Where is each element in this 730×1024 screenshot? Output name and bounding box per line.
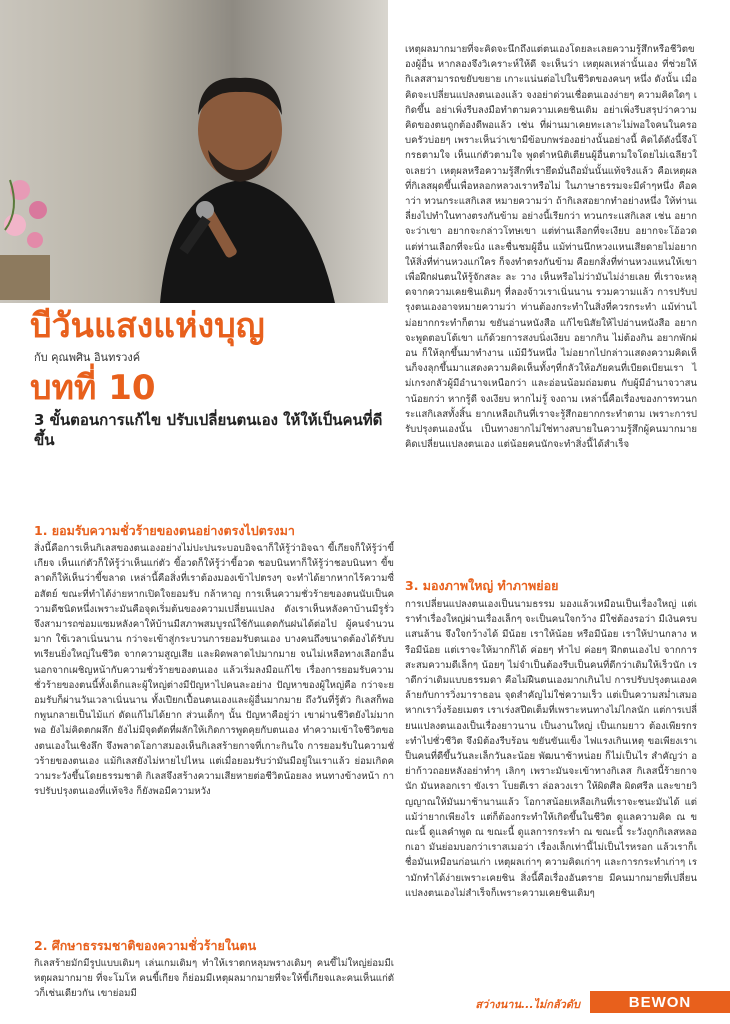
flower-decoration xyxy=(0,170,60,300)
section-1-text: สิ่งนี้คือการเห็นกิเลสของตนเองอย่างไม่ปะปนระบอบอิจฉาก็ให้รู้ว่าอิจฉา ขี้เกียจก็ให้รู้ว่าขี้เกียจ เห็นแก่ตัวก็ให้รู้ว่าเห็นแก่ตัว ขี้อวดก็ให้รู้ว่าขี้อวด ชอบนินทาก็ให้รู้ว่าชอบนินทา ขี้ขลาดก็ให้เห็นว่าขี้ขลาด เหล่านี้คือสิ่งที่เราต้องมองเข้าไปตรงๆ จะทำได้ยากหากไร้ความซื่อสัตย์ ขณะที่ทำได้ง่ายหากเปิดใจยอมรับ กล้าหาญ การเห็นความชั่วร้ายของตนนับเป็นความดีชนิดหนึ่งเพราะมันคือจุดเริ่มต้นของความเปลี่ยนแปลง ดังเราเห็นหลังคาบ้านมีรูรั่ว จึงสามารถซ่อมแซมหลังคาให้บ้านมีสภาพสมบูรณ์ใช้กันแดดกันฝนได้ต่อไป ผู้คนจำนวนมาก ใช้เวลาเนิ่นนาน กว่าจะเข้าสู่กระบวนการยอมรับตนเอง บางคนถึงขนาดต้องได้รับบทเรียนยิ่งใหญ่ในชีวิต จากความสูญเสีย และผิดพลาดไปมากมาย จนไม่เหลือทางเลือกอื่น นอกจากเผชิญหน้ากับความชั่วร้ายของตนเอง แล้วเริ่มลงมือแก้ไข เรื่องการยอมรับความชั่วร้ายของตนนี้ทั้งเด็กและผู้ใหญ่ต่างมีปัญหาไปคนละอย่าง ปัญหาของผู้ใหญ่คือ กว่าจะยอมรับก็ผ่านวันเวลาเนิ่นนาน ทั้งเปียกเปื้อนตนเองและผู้อื่นมากมาย ถึงวันที่รู้ตัว กิเลสก็พอกพูนกลายเป็นไม้แก่ ดัดแก้ไม่ได้ยาก ส่วนเด็กๆ นั้น ปัญหาคือยู่ว่า เขาผ่านชีวิตยังไม่มากพอ ยังไม่คิดตกผลึก ยังไม่มีจุดตัดที่ผลักให้เกิดการพูดคุยกับตนเอง ทำความเข้าใจชีวิตของตนเองในเชิงลึก จึงพลาดโอกาสมองเห็นกิเลสร้ายกาจที่เกาะกินใจ การยอมรับในความชั่วร้ายของตนเอง แม้กิเลสยังไม่หายไปไหน แต่เมื่อยอมรับว่ามันมีอยู่ในเราแล้ว ย่อมเกิดความระวังขึ้นโดยธรรมชาติ กิเลสจึงสร้างความเสียหายต่อชีวิตน้อยลง หนทางข้างหน้า การปรับปรุงตนเองที่แท้จริง ก็ยังพอมีความหวัง xyxy=(34,543,394,798)
brand-logo-text: BEWON xyxy=(628,993,692,1011)
brand-logo xyxy=(590,991,730,1013)
section-3-text: การเปลี่ยนแปลงตนเองเป็นนามธรรม มองแล้วเหมือนเป็นเรื่องใหญ่ แต่เราทำเรื่องใหญ่ผ่านเรื่องเล็กๆ จะเป็นคนใจกว้าง มีใช่ต้องรอว่า มีเงินครบแสนล้าน จึงใจกว้างได้ มีน้อย เราให้น้อย หรือมีน้อย เราให้ปานกลาง หรือมีน้อย แต่เราจะให้มากก็ได้ ค่อยๆ ทำไป ค่อยๆ ฝึกตนเองไป จากการสะสมความดีเล็กๆ น้อยๆ ไม่จำเป็นต้องรีบเป็นคนที่ดีกว่าเดิมให้เร็วนัก เราดีกว่าเดิมแบบธรรมดา คือไม่ฝืนตนเองมากเกินไป การปรับปรุงตนเองคล้ายกับการวิ่งมาราธอน จุดสำคัญไม่ใช่ความเร็ว แต่เป็นความสม่ำเสมอ หากเราวิ่งร้อยเมตร เราเร่งสปีดเต็มที่เพราะหนทางไม่ไกลนัก แต่การเปลี่ยนแปลงตนเองเป็นเรื่องยาวนาน เป็นงานใหญ่ เป็นเกมยาว ต้องเพียรกระทำไปชั่วชีวิต จึงมิต้องรีบร้อน ขยันขันแข็ง ไฟแรงเกินเหตุ ขอเพียงเราเป็นคนที่ดีขึ้นวันละเล็กวันละน้อย พัฒนาช้าหน่อย ก็ไม่เป็นไร สำคัญว่า อย่าก้าวถอยหลังอย่าทำๆ เลิกๆ เพราะมันจะเข้าทางกิเลส กิเลสนี้ร้ายกาจนัก มันหลอกเรา ขังเรา โบยตีเรา ล่อลวงเรา ให้ผิดศีล ผิดศรีล และขายวิญญาณให้มันมาช้านานแล้ว โอกาสน้อยเหลือเกินที่เราจะชนะมันได้ แต่แม้ว่ายากเพียงไร แต่ก็ต้องกระทำให้เกิดขึ้นในชีวิต ดูแลความคิด ณ ขณะนี้ ดูแลคำพูด ณ ขณะนี้ ดูแลการกระทำ ณ ขณะนี้ ระวังถูกกิเลสหลอกเอา มันย่อมบอกว่าเราสเมอว่า เรื่องเล็กเท่านี้ไม่เป็นไรหรอก แล้วเราก็เชื่อมันเหมือนก่อนเก่า เหตุผลเก่าๆ ความคิดเก่าๆ และการกระทำเก่าๆ เรามักทำได้ง่ายเพราะเคยชิน สิ่งนี้คือเรื่องอันตราย มีคนมากมายที่เปลี่ยนแปลงตนเองไม่สำเร็จก็เพราะความเคยชินเดิมๆ xyxy=(405,599,697,899)
section-2-text-part-2: เหตุผลมากมายที่จะคิดจะนึกถึงแต่ตนเองโดยละเลยความรู้สึกหรือชีวิตของผู้อื่น หากลองจึงวิเคราะห์ให้ดี จะเห็นว่า เหตุผลเหล่านั้นเอง ที่ช่วยให้กิเลสสามารถขยับขยาย เกาะแน่นต่อไปในชีวิตของคนๆ หนึ่ง ดังนั้น เมื่อคิดจะเปลี่ยนแปลงตนเองแล้ว จงอย่าด่วนเชื่อตนเองง่ายๆ ความคิดใดๆ เกิดขึ้น อย่าเพิ่งรีบลงมือทำตามความเคยชินเดิม อย่าเพิ่งรีบสรุปว่าความคิดของตนถูกต้องดีพอแล้ว เช่น ที่ผ่านมาเคยทะเลาะไม่พอใจคนในครอบครัวบ่อยๆ เพราะเห็นว่าเขามีข้อบกพร่องอย่างนั้นอย่างนี้ คิดได้ดังนี้จึงโกรธตามใจ เห็นแก่ตัวตามใจ พูดตำหนิติเตียนผู้อื่นตามใจโดยไม่เฉลียวใจเลยว่า เหตุผลหรือความรู้สึกที่เรายึดมั่นถือมั่นนั้นแท้จริงแล้ว คือเหตุผลที่กิเลสผุดขึ้นเพื่อหลอกหลวงเราหรือไม่ ในภาษาธรรมจะมีคำๆหนึ่ง คือคำว่า ทวนกระแสกิเลส หมายความว่า ถ้ากิเลสอยากทำอย่างหนึ่ง ให้ท่านเลี่ยงไปทำในทางตรงกันข้าม อย่างนี้เรียกว่า ทวนกระแสกิเลส เช่น อยากจะว่าเขา อยากจะกล่าวโทษเขา แต่ท่านเลือกที่จะเงียบ อยากจะโอ้อวด แต่ท่านเลือกที่จะนิ่ง และชื่นชมผู้อื่น แม้ท่านนึกหวงแหนเสียดายไม่อยากให้สิ่งที่ท่านหวงแก่ใคร ก็จงทำตรงกันข้าม คือยกสิ่งที่ท่านหวงแหนให้เขา เพื่อฝึกฝนตนให้รู้จักสละ ละ วาง เห็นหรือไม่ว่ามันไม่ง่ายเลย ที่เราจะหลุดจากความเคยชินเดิมๆ ที่ลองจ้าวเราเนิ่นนาน รวมความแล้ว การปรับปรุงตนเองอาจหมายความว่า ท่านต้องกระทำในสิ่งที่ควรกระทำ แม้ท่านไม่อยากกระทำก็ตาม ขยันอ่านหนังสือ แก้ไขนิสัยให้ไปอ่านหนังสือ อยากจะพูดตอบโต้เขา แก้ด้วยการสงบนิ่งเงียบ อยากกิน ไม่ต้องกิน อยากพักผ่อน ก็ให้ลุกขึ้นมาทำงาน แม้มีวันหนึ่ง ไม่อยากไปกล่าวแสดงความคิดเห็นก็จงลุกขึ้นมาแสดงความคิดเห็นทั้งๆที่กลัวให้อภัยคนที่เบียดเบียนเรา ไม่เกรงกลัวผู้มีอำนาจเหนือกว่า และอ่อนน้อมถ่อมตน กับผู้มีอำนาจวาสนาน้อยกว่า หากรู้ดี จงเงียบ หากไม่รู้ จงถาม เหล่านี้คือเรื่องของการทวนกระแสกิเลสทั้งสิ้น ยากเหลือเกินที่เราจะรู้สึกอยากกระทำตาม เพราะการปรับปรุงตนเองนั้น เป็นทางยากไม่ใช่ทางสบายในความรู้สึกผู้คนมากมายคิดเปลี่ยนแปลงตนเอง แต่น้อยคนนักจะทำสิ่งนี้ได้สำเร็จ xyxy=(405,44,697,451)
speaker-figure xyxy=(120,60,380,303)
author-photo xyxy=(0,0,388,303)
section-2-heading: 2. ศึกษาธรรมชาติของความชั่วร้ายในตน xyxy=(34,938,257,953)
column-title: บีวันแสงแห่งบุญ xyxy=(30,306,265,346)
article-subtitle: 3 ขั้นตอนการแก้ไข ปรับเปลี่ยนตนเอง ให้ให้เป็นคนที่ดีขึ้น xyxy=(34,411,383,449)
tagline: สว่างนาน...ไม่กลัวดับ xyxy=(475,998,580,1011)
section-1-heading: 1. ยอมรับความชั่วร้ายของตนอย่างตรงไปตรงมา xyxy=(34,523,295,538)
chapter-heading: บทที่ 10 xyxy=(30,368,156,408)
section-3-heading: 3. มองภาพใหญ่ ทำภาพย่อย xyxy=(405,578,559,593)
byline: กับ คุณพศิน อินทรวงค์ xyxy=(34,351,141,364)
section-2-text-part-1: กิเลสร้ายมักมีรูปแบบเดิมๆ เล่นเกมเดิมๆ ทำให้เราตกหลุมพรางเดิมๆ คนขี้ไม่ใหญ่ย่อมมีเหตุผลมากมาย ที่จะโมโห คนขี้เกียจ ก็ย่อมมีเหตุผลมากมายที่จะให้ขี้เกียจและคนเห็นแก่ตัวก็เช่นเดียวกัน เขาย่อมมี xyxy=(34,958,394,1000)
